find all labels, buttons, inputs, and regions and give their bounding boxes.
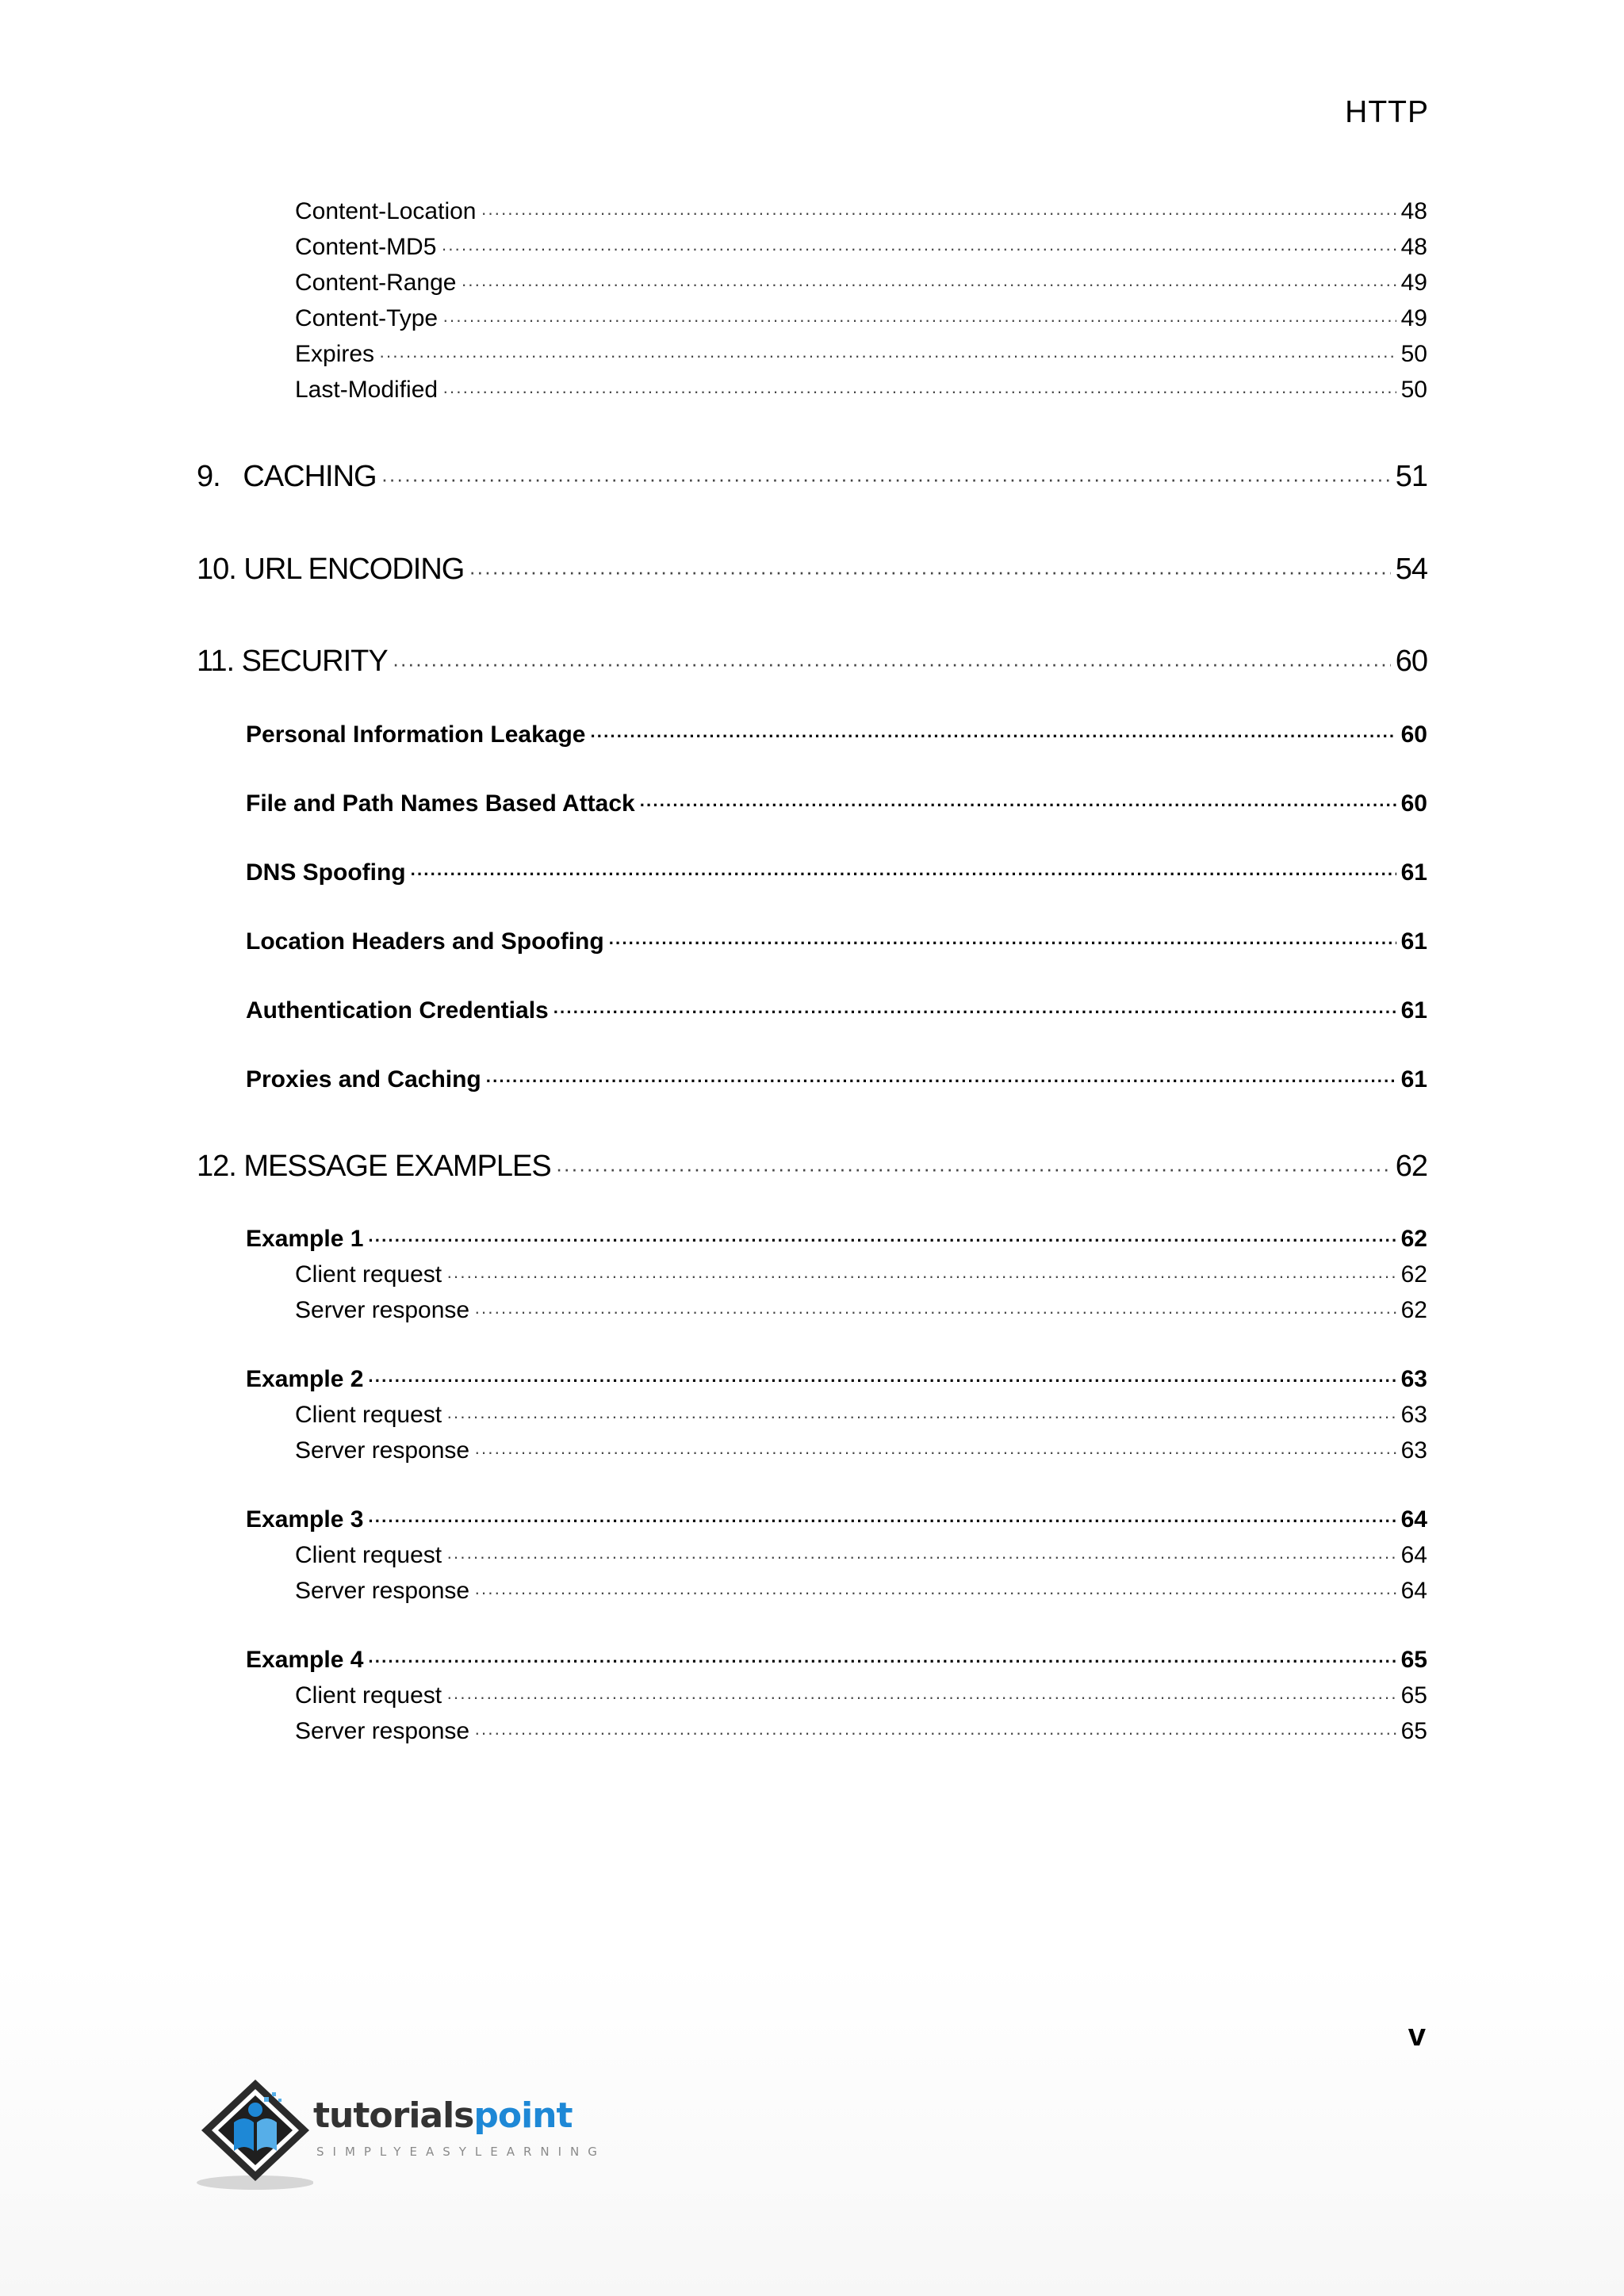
toc-chapter-message-examples[interactable]: [197, 1150, 1427, 1191]
dot-leader: [411, 864, 1396, 885]
dot-leader: [446, 1406, 1396, 1427]
logo-word-tutorials: tutorials: [313, 2095, 474, 2136]
dot-leader: [469, 560, 1390, 584]
toc-section-personal-information-leakage[interactable]: [246, 721, 1427, 753]
toc-page: 60: [1400, 790, 1427, 817]
toc-section-example-2[interactable]: [246, 1366, 1427, 1398]
toc-page: 60: [1395, 645, 1427, 678]
logo-tagline: SIMPLYEASYLEARNING: [316, 2145, 606, 2159]
toc-page: 61: [1400, 928, 1427, 955]
toc-page: 65: [1400, 1647, 1427, 1673]
toc-entry-example-3-client-request[interactable]: [295, 1542, 1427, 1574]
toc-page: 62: [1400, 1297, 1427, 1323]
toc-label: File and Path Names Based Attack: [246, 790, 635, 817]
toc-section-authentication-credentials[interactable]: [246, 997, 1427, 1029]
toc-label: 9. CACHING: [197, 460, 377, 493]
toc-section-example-1[interactable]: [246, 1226, 1427, 1257]
toc-entry-example-1-server-response[interactable]: [295, 1297, 1427, 1329]
toc-label: 11. SECURITY: [197, 645, 388, 678]
toc-entry-example-3-server-response[interactable]: [295, 1578, 1427, 1609]
toc-entry-content-md5[interactable]: [295, 234, 1427, 266]
toc-section-example-3[interactable]: [246, 1506, 1427, 1538]
toc-label: Content-Type: [295, 305, 439, 331]
dot-leader: [368, 1651, 1396, 1672]
toc-label: Example 1: [246, 1226, 364, 1252]
toc-page: 63: [1400, 1402, 1427, 1428]
toc-page: 65: [1400, 1718, 1427, 1744]
toc-label: Client request: [295, 1261, 442, 1288]
toc-page: 64: [1400, 1506, 1427, 1533]
toc-page: 49: [1400, 305, 1427, 331]
dot-leader: [474, 1302, 1396, 1322]
toc-entry-content-type[interactable]: [295, 305, 1427, 337]
toc-page: 61: [1400, 859, 1427, 886]
dot-leader: [446, 1687, 1396, 1708]
toc-section-example-4[interactable]: [246, 1647, 1427, 1678]
toc-entry-content-range[interactable]: [295, 270, 1427, 301]
toc-section-dns-spoofing[interactable]: [246, 859, 1427, 891]
toc-label: Proxies and Caching: [246, 1066, 481, 1093]
dot-leader: [553, 1002, 1396, 1023]
toc-page: 48: [1400, 234, 1427, 260]
toc-page: 63: [1400, 1366, 1427, 1392]
dot-leader: [474, 1442, 1396, 1463]
dot-leader: [368, 1371, 1396, 1391]
logo-word-point: point: [473, 2095, 573, 2136]
dot-leader: [486, 1071, 1396, 1092]
dot-leader: [609, 933, 1396, 954]
toc-label: Content-MD5: [295, 234, 437, 260]
toc-label: Content-Location: [295, 198, 477, 224]
dot-leader: [640, 795, 1396, 816]
running-header: HTTP: [1345, 95, 1429, 129]
toc-page: 50: [1400, 377, 1427, 403]
toc-label: Last-Modified: [295, 377, 439, 403]
toc-entry-content-location[interactable]: [295, 198, 1427, 230]
toc-entry-example-4-client-request[interactable]: [295, 1682, 1427, 1714]
toc-section-proxies-caching[interactable]: [246, 1066, 1427, 1098]
dot-leader: [368, 1230, 1396, 1251]
dot-leader: [442, 381, 1396, 402]
toc-label: Server response: [295, 1297, 470, 1323]
toc-page: 64: [1400, 1542, 1427, 1568]
toc-label: Client request: [295, 1682, 442, 1709]
tutorialspoint-logo: [194, 2073, 606, 2192]
toc-label: Content-Range: [295, 270, 457, 296]
toc-page: 60: [1400, 721, 1427, 748]
toc-entry-last-modified[interactable]: [295, 377, 1427, 408]
logo-wordmark: [313, 2095, 573, 2136]
toc-page: 49: [1400, 270, 1427, 296]
page-number: v: [1408, 2018, 1426, 2053]
toc-label: DNS Spoofing: [246, 859, 406, 886]
toc-entry-example-2-server-response[interactable]: [295, 1437, 1427, 1469]
toc-chapter-security[interactable]: [197, 645, 1427, 686]
dot-leader: [446, 1266, 1396, 1287]
dot-leader: [442, 310, 1396, 331]
toc-page: 54: [1395, 553, 1427, 586]
logo-diamond-icon: [194, 2073, 313, 2192]
toc-label: Client request: [295, 1542, 442, 1568]
toc-label: Personal Information Leakage: [246, 721, 586, 748]
toc-label: Example 2: [246, 1366, 364, 1392]
toc-page: 62: [1400, 1226, 1427, 1252]
toc-page: 50: [1400, 341, 1427, 367]
toc-page: 61: [1400, 997, 1427, 1024]
toc-page: 62: [1395, 1150, 1427, 1183]
dot-leader: [441, 239, 1396, 259]
toc-chapter-url-encoding[interactable]: [197, 553, 1427, 594]
toc-chapter-caching[interactable]: [197, 460, 1427, 501]
toc-label: Example 3: [246, 1506, 364, 1533]
toc-entry-example-4-server-response[interactable]: [295, 1718, 1427, 1750]
dot-leader: [379, 346, 1396, 366]
toc-label: 12. MESSAGE EXAMPLES: [197, 1150, 551, 1183]
toc-label: Expires: [295, 341, 375, 367]
dot-leader: [393, 652, 1391, 676]
toc-entry-example-1-client-request[interactable]: [295, 1261, 1427, 1293]
dot-leader: [461, 274, 1396, 295]
toc-page: 64: [1400, 1578, 1427, 1604]
toc-entry-expires[interactable]: [295, 341, 1427, 373]
toc-label: Client request: [295, 1402, 442, 1428]
toc-page: 61: [1400, 1066, 1427, 1093]
toc-page: 48: [1400, 198, 1427, 224]
toc-label: Server response: [295, 1437, 470, 1464]
toc-page: 65: [1400, 1682, 1427, 1709]
toc-label: Server response: [295, 1578, 470, 1604]
dot-leader: [474, 1723, 1396, 1743]
toc-label: Server response: [295, 1718, 470, 1744]
dot-leader: [556, 1157, 1391, 1181]
toc-label: Location Headers and Spoofing: [246, 928, 604, 955]
dot-leader: [481, 203, 1396, 224]
toc-section-file-path-attack[interactable]: [246, 790, 1427, 822]
dot-leader: [381, 467, 1391, 492]
toc-section-location-headers[interactable]: [246, 928, 1427, 960]
dot-leader: [474, 1582, 1396, 1603]
toc-page: 63: [1400, 1437, 1427, 1464]
dot-leader: [368, 1511, 1396, 1532]
dot-leader: [446, 1547, 1396, 1567]
toc-page: 51: [1395, 460, 1427, 493]
toc-page: 62: [1400, 1261, 1427, 1288]
toc-entry-example-2-client-request[interactable]: [295, 1402, 1427, 1433]
dot-leader: [590, 726, 1396, 747]
toc-label: Example 4: [246, 1647, 364, 1673]
toc-label: Authentication Credentials: [246, 997, 549, 1024]
toc-label: 10. URL ENCODING: [197, 553, 465, 586]
